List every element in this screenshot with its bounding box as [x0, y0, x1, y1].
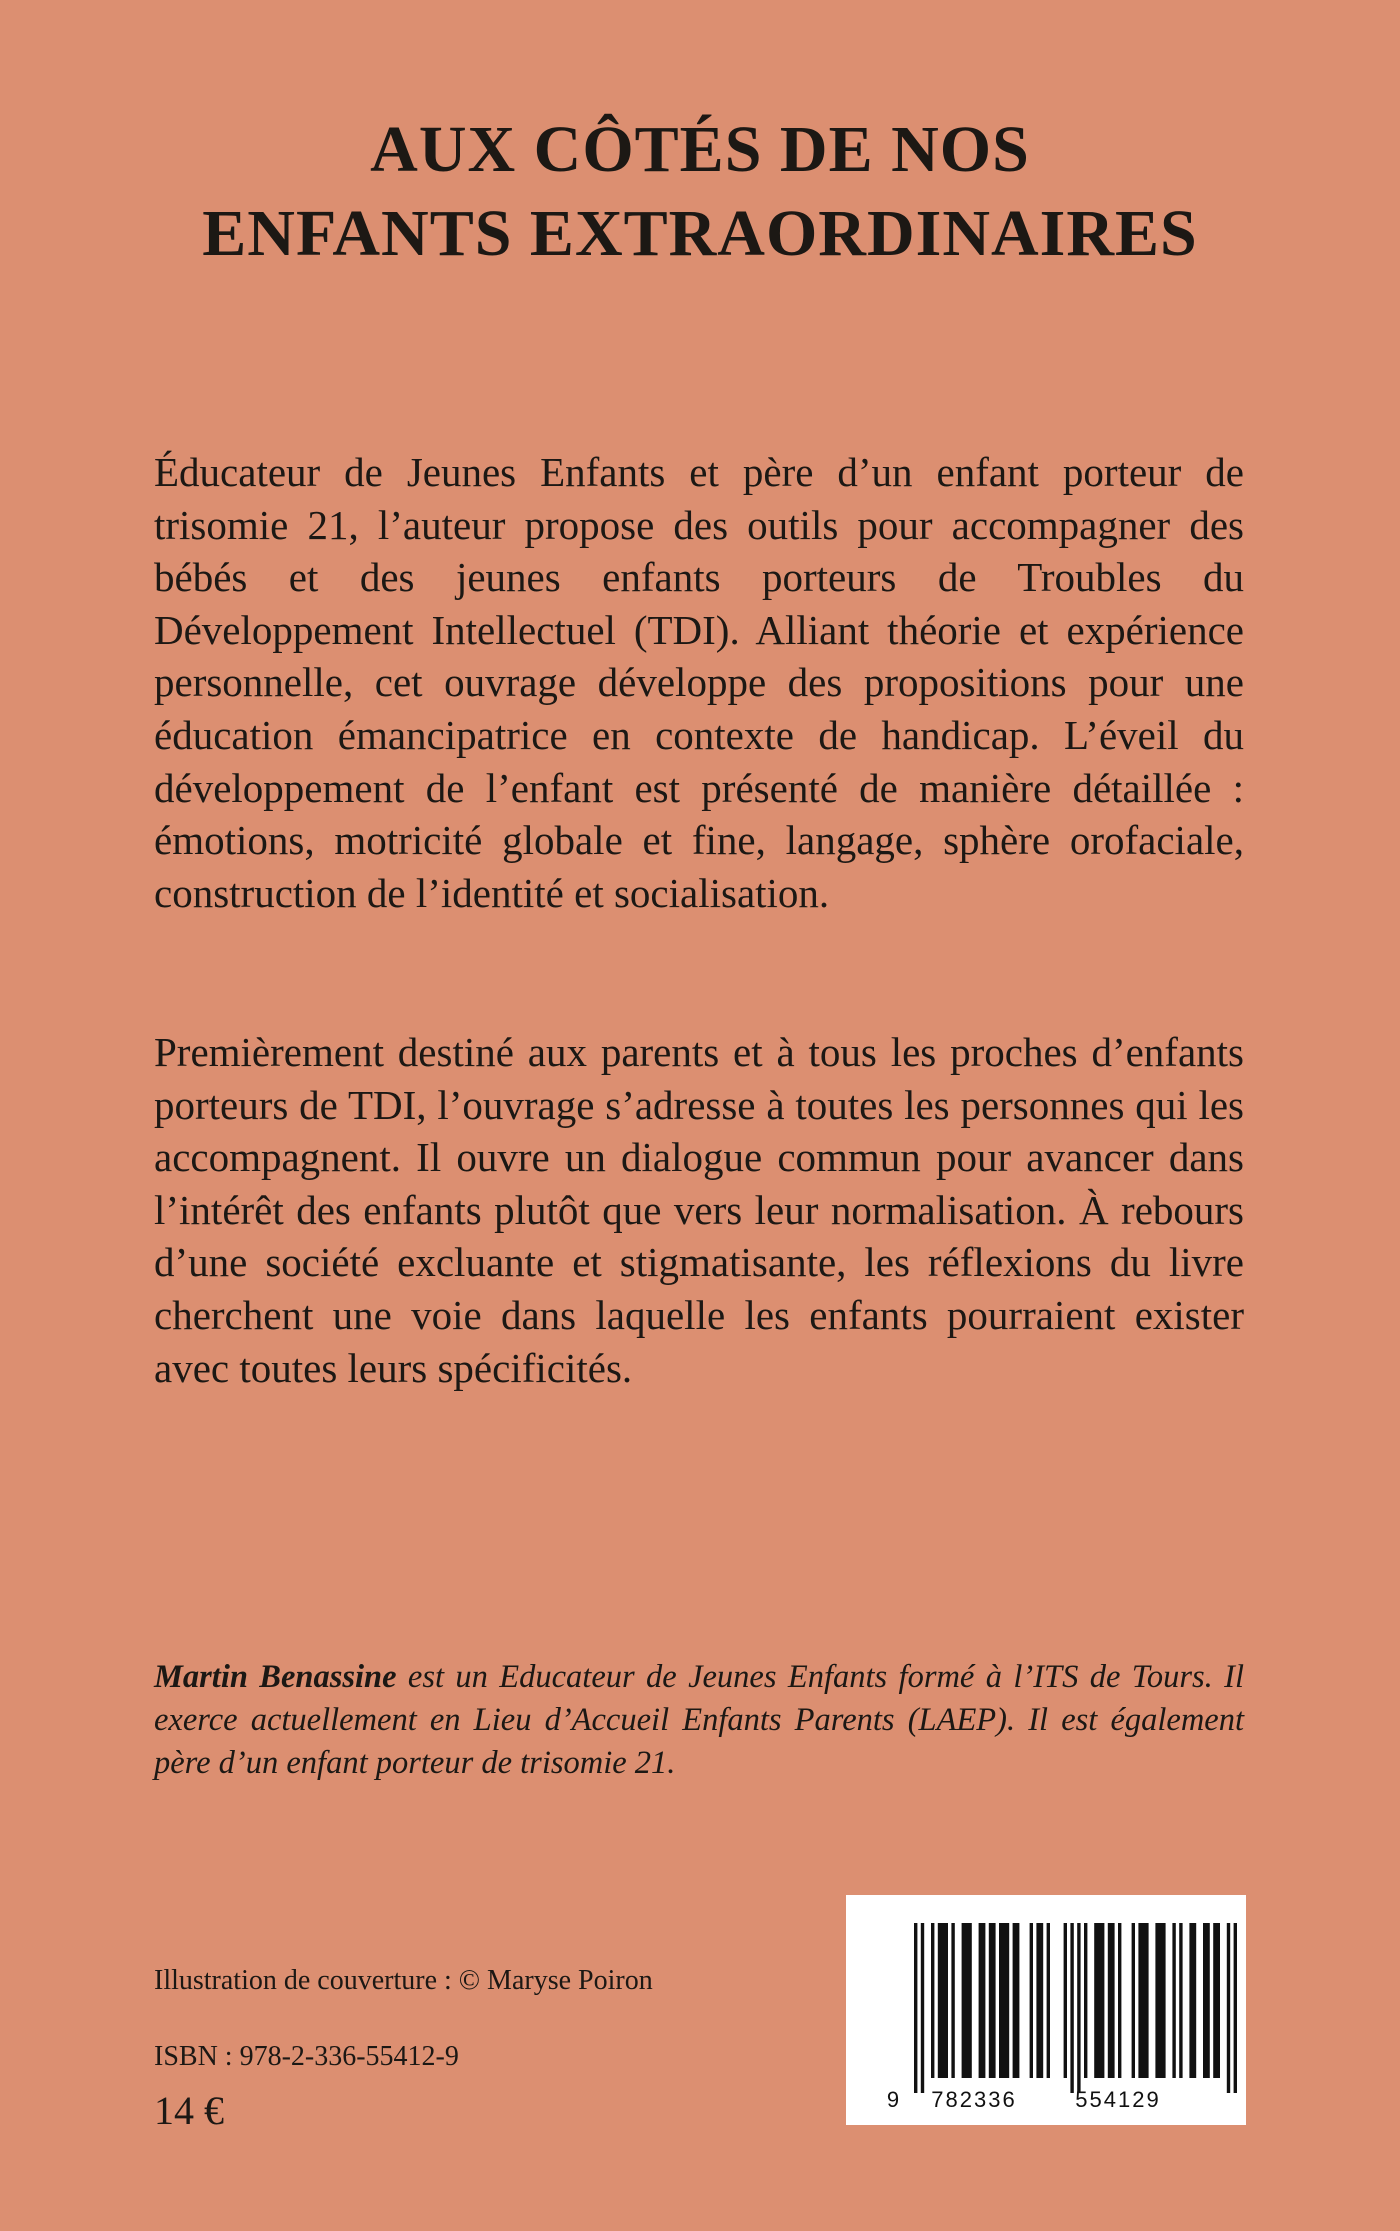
barcode-bar	[951, 1923, 954, 2078]
barcode-bar	[1234, 1923, 1237, 2093]
book-title-line-1: AUX CÔTÉS DE NOS	[370, 113, 1030, 186]
barcode-bar	[1138, 1923, 1148, 2078]
barcode-bar	[1094, 1923, 1104, 2078]
barcode-digit-first: 9	[886, 2087, 900, 2112]
barcode-bar	[989, 1923, 996, 2078]
barcode	[846, 1895, 1246, 2125]
barcode-bar	[1213, 1923, 1220, 2078]
barcode-bar	[1132, 1923, 1135, 2078]
barcode-bar	[962, 1923, 972, 2078]
barcode-graphic	[846, 1895, 1246, 2125]
author-name: Martin Benassine	[154, 1659, 397, 1695]
barcode-bar	[1084, 1923, 1087, 2078]
barcode-bar	[1064, 1923, 1067, 2078]
summary-paragraph-1: Éducateur de Jeunes Enfants et père d’un enfant porteur de trisomie 21, l’auteur propose des outils pour accompagner des bébés et des jeunes enfants porteurs de Troubles du Développement Intellectuel (TDI). Alliant théorie et expérience personnelle, cet ouvrage développe des propositions pour une éducation émancipatrice en contexte de handicap. L’éveil du développement de l’enfant est présenté de manière détaillée : émotions, motricité globale et fine, langage, sphère orofaciale, construction de l’identité et socialisation.	[154, 449, 1244, 916]
barcode-bar	[1070, 1923, 1073, 2093]
barcode-bar	[1172, 1923, 1175, 2078]
barcode-bar	[999, 1923, 1009, 2078]
illustration-credit: Illustration de couverture : © Maryse Poiron	[154, 1965, 653, 1996]
barcode-digits-left: 782336	[931, 2087, 1017, 2112]
barcode-bar	[1013, 1923, 1020, 2078]
barcode-bar	[914, 1923, 917, 2093]
barcode-bar	[938, 1923, 948, 2078]
barcode-bar	[1203, 1923, 1210, 2078]
barcode-bar	[1155, 1923, 1165, 2078]
barcode-bar	[1108, 1923, 1115, 2078]
author-bio-text: est un Educateur de Jeunes Enfants formé à l’ITS de Tours. Il exerce actuellement en Lieu d’Accueil Enfants Parents (LAEP). Il est également père d’un enfant porteur de trisomie 21.	[154, 1659, 1244, 1781]
barcode-bar	[1030, 1923, 1033, 2078]
isbn-number: ISBN : 978-2-336-55412-9	[154, 2041, 459, 2072]
barcode-bar	[1047, 1923, 1050, 2078]
barcode-bar	[1179, 1923, 1182, 2078]
author-bio	[154, 1656, 1244, 1785]
barcode-digits-right: 554129	[1075, 2087, 1161, 2112]
summary-paragraph-2: Premièrement destiné aux parents et à tous les proches d’enfants porteurs de TDI, l’ouvrage s’adresse à toutes les personnes qui les accompagnent. Il ouvre un dialogue commun pour avancer dans l’intérêt des enfants plutôt que vers leur normalisation. À rebours d’une société excluante et stigmatisante, les réflexions du livre cherchent une voie dans laquelle les enfants pourraient exister avec toutes leurs spécificités.	[154, 1029, 1244, 1391]
barcode-bar	[1227, 1923, 1230, 2093]
barcode-bar	[1118, 1923, 1121, 2078]
barcode-bar	[979, 1923, 986, 2078]
barcode-bar	[921, 1923, 924, 2093]
book-title-line-2: ENFANTS EXTRAORDINAIRES	[202, 197, 1198, 270]
barcode-bar	[931, 1923, 934, 2078]
barcode-bar	[1189, 1923, 1196, 2078]
barcode-bar	[1077, 1923, 1080, 2093]
book-title	[0, 108, 1400, 276]
price-label: 14 €	[154, 2088, 224, 2133]
barcode-bar	[1036, 1923, 1043, 2078]
